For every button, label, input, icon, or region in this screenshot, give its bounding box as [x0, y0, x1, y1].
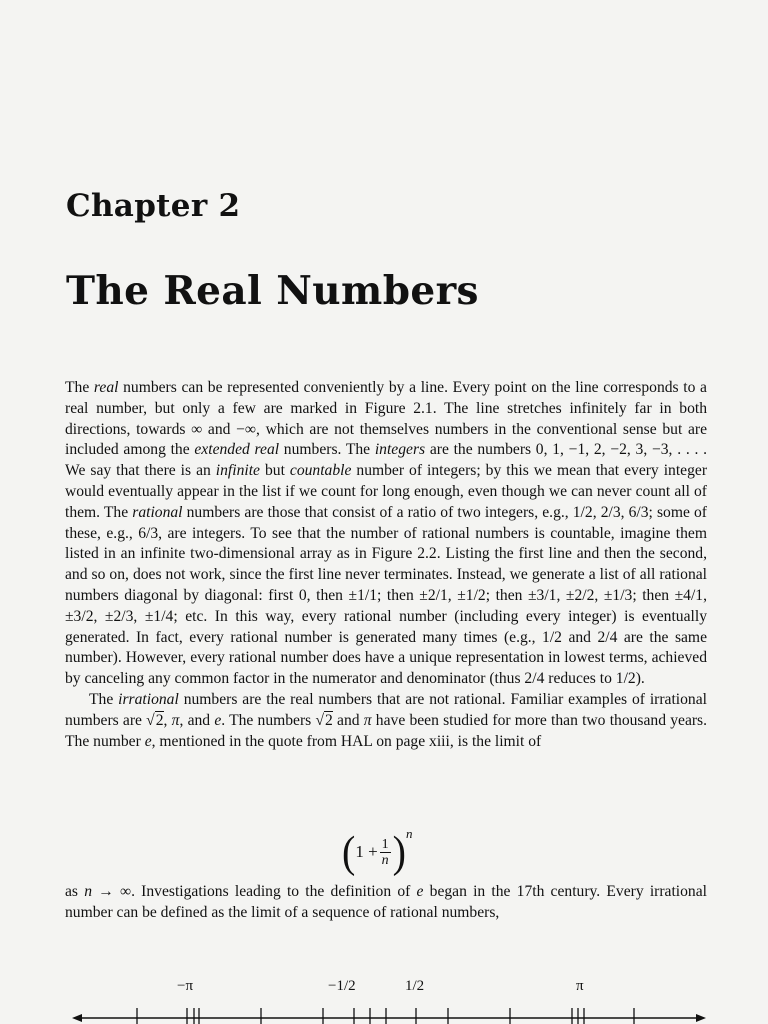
formula-exponent: n — [406, 826, 413, 841]
label-neg-half: −1/2 — [328, 978, 356, 994]
formula-numerator: 1 — [381, 836, 389, 852]
label-neg-pi: −π — [177, 978, 194, 994]
label-pi: π — [576, 978, 584, 994]
paragraph-1: The real numbers can be represented conveniently by a line. Every point on the line corresponds to a real number, but only a few are marked in Figure 2.1. The line stretches infinitely far in both directions, towards ∞ and −∞, which are not themselves numbers in the conventional sense but are included among the extended real numbers. The integers are the numbers 0, 1, −1, 2, −2, 3, −3, . . . . We say that there is an infinite but countable number of integers; by this we mean that every integer would eventually appear in the list if we count for long enough, even though we can never count all of them. The rational numbers are those that consist of a ratio of two integers, e.g., 1/2, 2/3, 6/3; some of these, e.g., 6/3, are integers. To see that the number of rational numbers is countable, imagine them listed in an infinite two-dimensional array as in Figure 2.2. Listing the first line and then the second, and so on, does not work, since the first line never terminates. Instead, we generate a list of all rational numbers diagonal by diagonal: first 0, then ±1/1; then ±2/1, ±1/2; then ±3/1, ±2/2, ±1/3; then ±4/1, ±3/2, ±2/3, ±1/4; etc. In this way, every rational number (including every integer) is eventually generated. In fact, every rational number is generated many times (e.g., 1/2 and 2/4 are the same number). However, every rational number does have a unique representation in lowest terms, achieved by canceling any common factor in the numerator and denominator (thus 2/4 reduces to 1/2). — [65, 379, 708, 688]
body-text — [65, 378, 707, 752]
formula-fraction — [380, 837, 391, 868]
number-line-figure — [0, 968, 768, 1024]
right-arrow-icon — [696, 1014, 706, 1022]
body-text-continued: as n → ∞. Investigations leading to the definition of e began in the 17th century. Every irrational number can be defined as the limit of a sequence of rational numbers, — [65, 883, 707, 921]
tick-marks — [137, 1008, 634, 1024]
paragraph-2: The irrational numbers are the real numbers that are not rational. Familiar examples of irrational numbers are √2, π, and e. The numbers √2 and π have been studied for more than two thousand years. The number e, mentioned in the quote from HAL on page xiii, is the limit of — [65, 690, 708, 750]
formula-base: 1 + — [355, 842, 378, 861]
chapter-title: The Real Numbers — [66, 268, 479, 314]
label-half: 1/2 — [405, 978, 425, 994]
chapter-label: Chapter 2 — [66, 188, 241, 224]
limit-formula: ( 1 + $\frac{1}{n}$ ) n — [342, 826, 413, 877]
left-arrow-icon — [72, 1014, 82, 1022]
formula-denominator: n — [381, 852, 389, 868]
